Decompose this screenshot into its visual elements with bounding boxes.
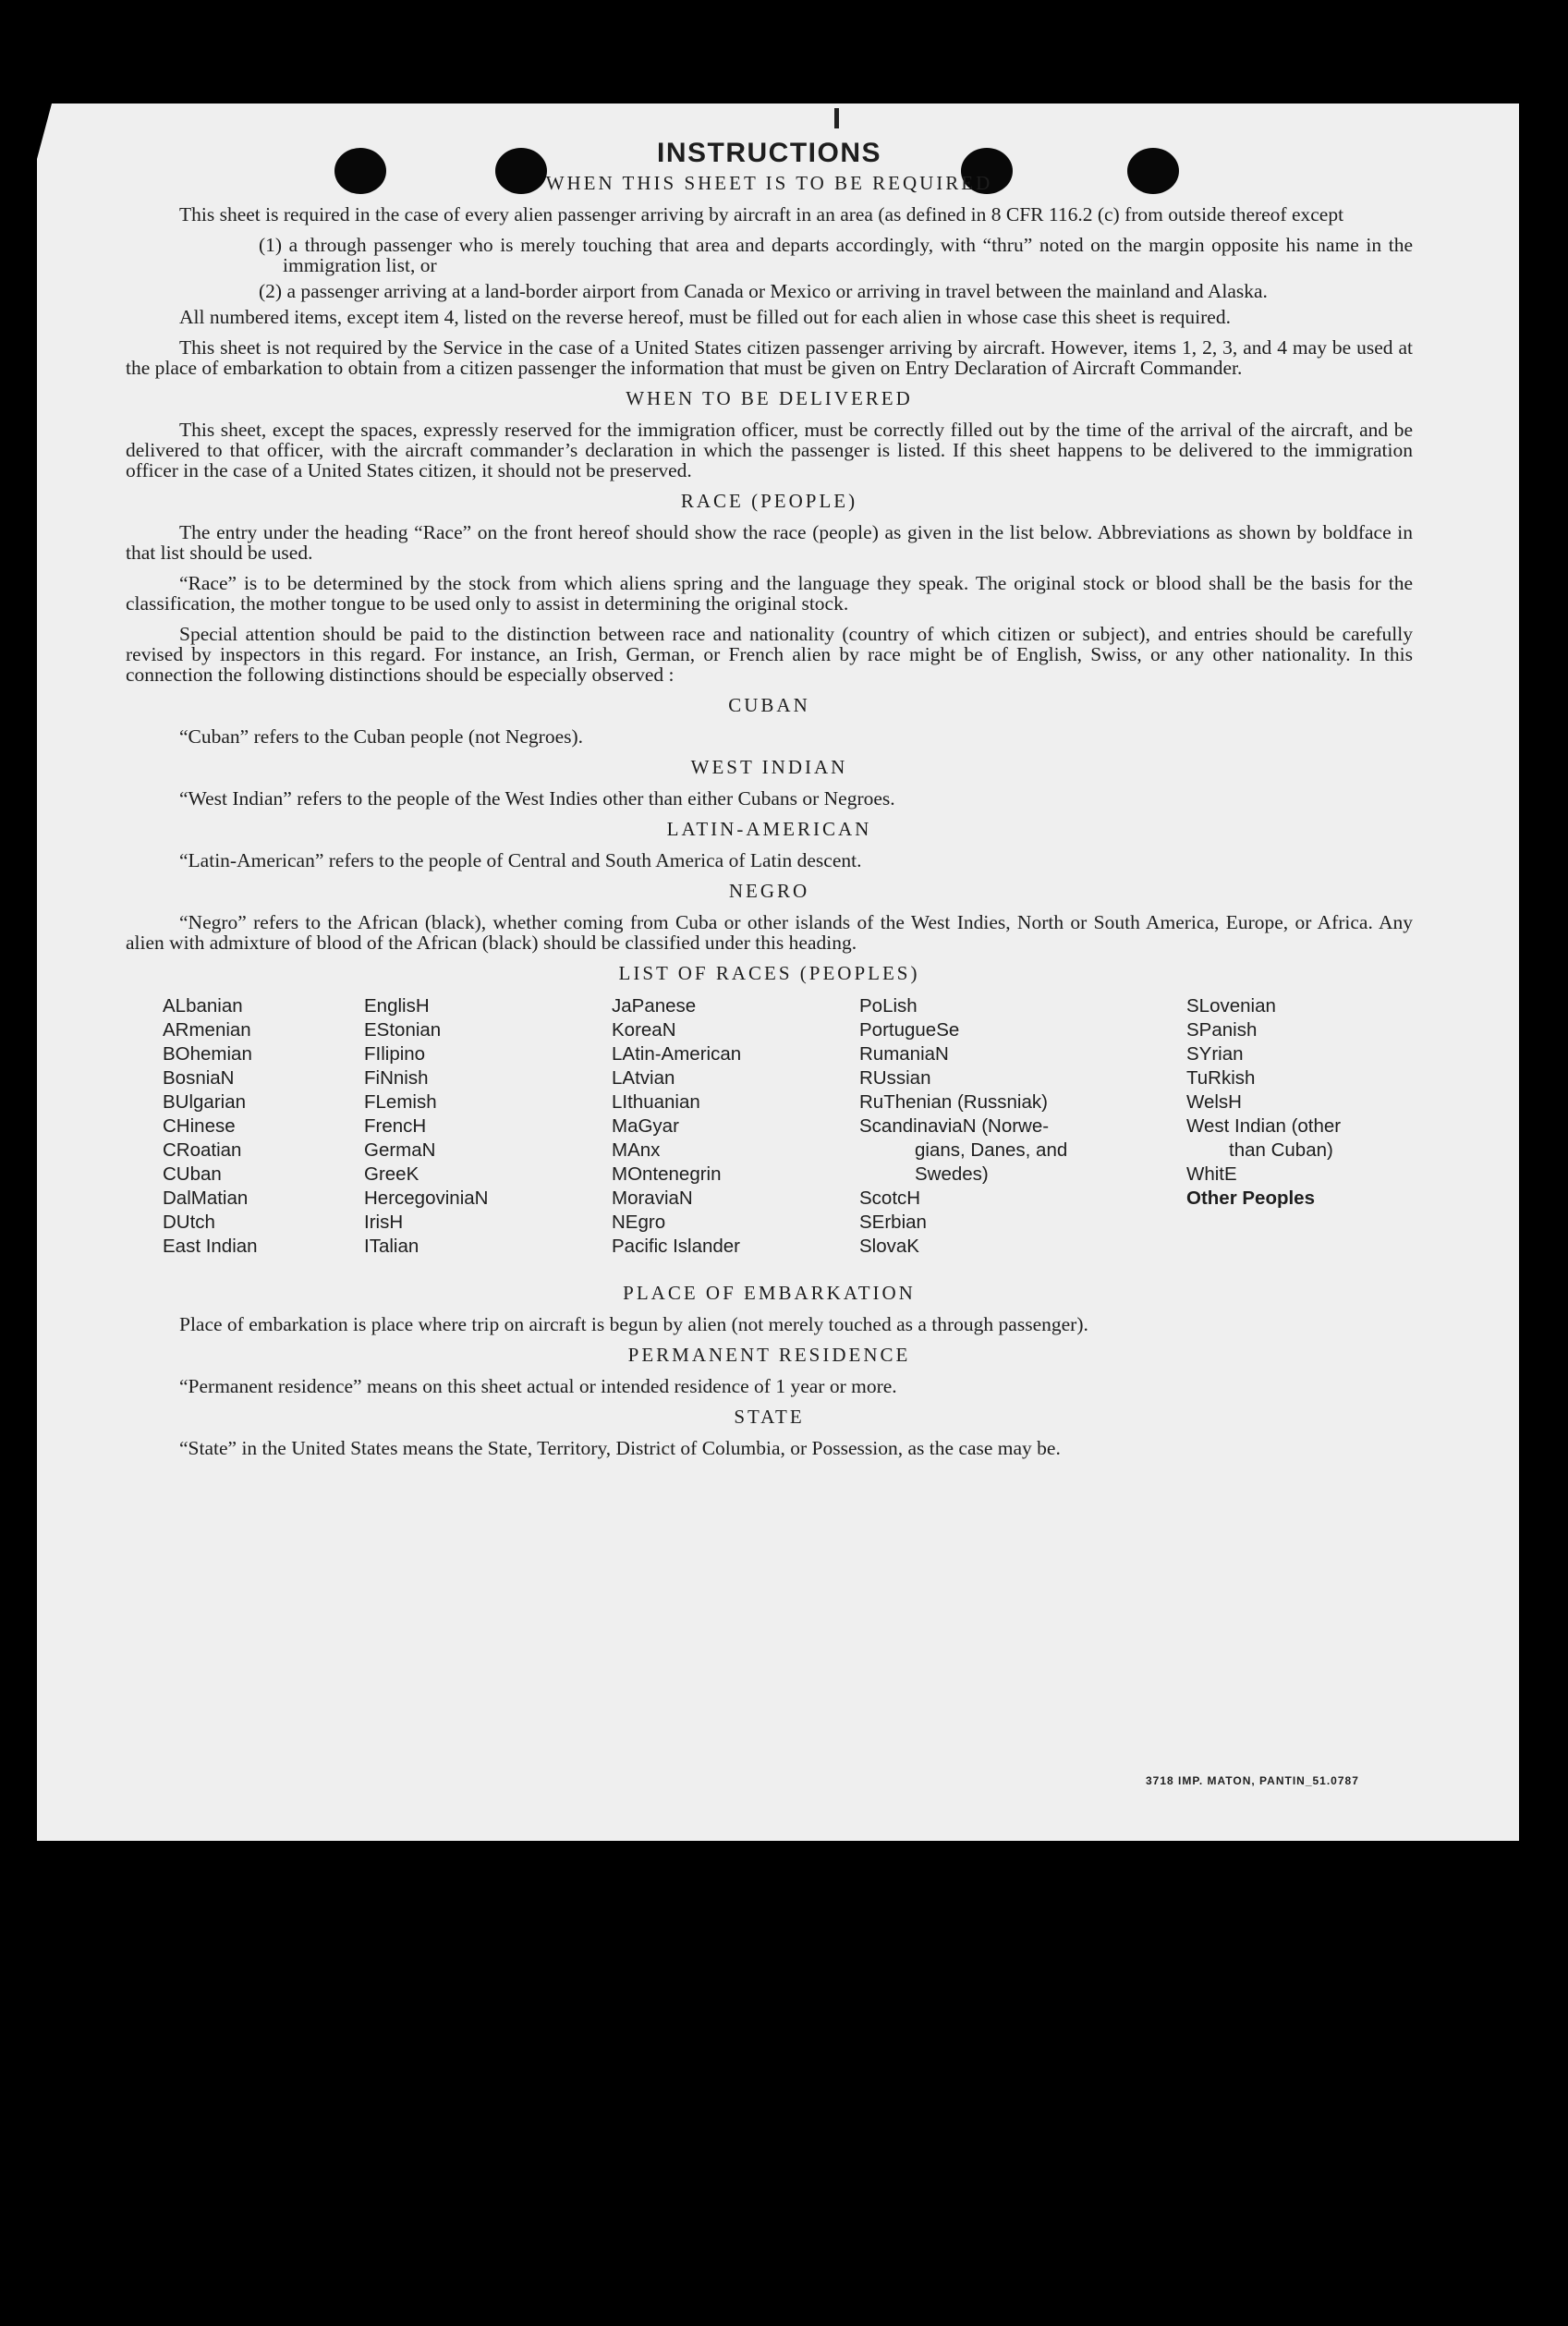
race-entry: SErbian: [859, 1212, 927, 1233]
race-entry: ScotcH: [859, 1187, 921, 1209]
race-entry: CRoatian: [163, 1139, 242, 1161]
race-entry: BOhemian: [163, 1043, 252, 1065]
race-entry: FrencH: [364, 1115, 427, 1137]
race-entry: LAtvian: [612, 1067, 675, 1089]
race-entry: East Indian: [163, 1236, 258, 1257]
printer-mark: 3718 IMP. MATON, PANTIN_51.0787: [1146, 1774, 1359, 1787]
race-entry: DalMatian: [163, 1187, 249, 1209]
race-column: [1186, 994, 1341, 1211]
paragraph: “Cuban” refers to the Cuban people (not Negroes).: [179, 725, 584, 748]
race-entry: PortugueSe: [859, 1019, 960, 1041]
paragraph: Special attention should be paid to the distinction between race and nationality (country of which citizen or subject), and entries should be carefully revised by inspectors in this regard. For instance, an Irish, German, or French alien by race might be of English, Swiss, or any other nationality. In this connection the following distinctions should be especially observed :: [126, 623, 1413, 686]
heading-negro: NEGRO: [728, 880, 810, 902]
heading-required: WHEN THIS SHEET IS TO BE REQUIRED: [545, 172, 993, 194]
paragraph: “Race” is to be determined by the stock from which aliens spring and the language they speak. The original stock or blood shall be the basis for the classification, the mother tongue to be used only to assist in determining the original stock.: [126, 572, 1413, 615]
race-entry: CUban: [163, 1163, 222, 1185]
paragraph: “State” in the United States means the State, Territory, District of Columbia, or Possession, as the case may be.: [179, 1437, 1061, 1459]
paragraph: This sheet, except the spaces, expressly reserved for the immigration officer, must be correctly filled out by the time of the arrival of the aircraft, and be delivered to that officer, with the aircraft commander’s declaration in which the passenger is listed. If this sheet happens to be delivered to the immigration officer in the case of a United States citizen, it should not be preserved.: [126, 419, 1413, 481]
race-entry: PoLish: [859, 995, 918, 1017]
race-column: [163, 994, 258, 1259]
race-entry: ARmenian: [163, 1019, 251, 1041]
race-entry: MOntenegrin: [612, 1163, 722, 1185]
race-entry: ALbanian: [163, 995, 243, 1017]
race-entry: IrisH: [364, 1212, 404, 1233]
paragraph: “West Indian” refers to the people of the West Indies other than either Cubans or Negroes.: [179, 787, 895, 810]
race-entry: gians, Danes, and: [915, 1139, 1068, 1161]
race-entry: ScandinaviaN (Norwe-: [859, 1115, 1050, 1137]
race-entry: FIlipino: [364, 1043, 426, 1065]
page-title: INSTRUCTIONS: [657, 138, 881, 168]
race-entry: LIthuanian: [612, 1091, 700, 1113]
race-entry: BosniaN: [163, 1067, 235, 1089]
heading-list-of-races: LIST OF RACES (PEOPLES): [618, 962, 920, 984]
race-entry: EnglisH: [364, 995, 430, 1017]
race-entry: LAtin-American: [612, 1043, 742, 1065]
race-column: [612, 994, 741, 1259]
race-entry: WelsH: [1186, 1091, 1242, 1113]
race-entry: DUtch: [163, 1212, 215, 1233]
race-entry: KoreaN: [612, 1019, 676, 1041]
ink-mark: [834, 108, 839, 128]
heading-state: STATE: [734, 1406, 805, 1428]
race-entry: MAnx: [612, 1139, 661, 1161]
race-entry: MaGyar: [612, 1115, 679, 1137]
race-entry: SYrian: [1186, 1043, 1244, 1065]
paragraph: Place of embarkation is place where trip on aircraft is begun by alien (not merely touched as a through passenger).: [179, 1313, 1088, 1335]
list-item: (1) a through passenger who is merely touching that area and departs accordingly, with “thru” noted on the margin opposite his name in the immigration list, or: [259, 234, 1413, 276]
race-entry: Other Peoples: [1186, 1187, 1315, 1209]
race-entry: NEgro: [612, 1212, 666, 1233]
heading-latin-american: LATIN-AMERICAN: [666, 818, 872, 840]
race-entry: WhitE: [1186, 1163, 1237, 1185]
race-entry: GermaN: [364, 1139, 436, 1161]
race-entry: RuThenian (Russniak): [859, 1091, 1048, 1113]
race-entry: SLovenian: [1186, 995, 1276, 1017]
paragraph: This sheet is required in the case of every alien passenger arriving by aircraft in an area (as defined in 8 CFR 116.2 (c) from outside thereof except: [179, 203, 1344, 225]
heading-cuban: CUBAN: [728, 694, 810, 716]
race-entry: FiNnish: [364, 1067, 429, 1089]
race-entry: RUssian: [859, 1067, 931, 1089]
paragraph: “Permanent residence” means on this sheet actual or intended residence of 1 year or more.: [179, 1375, 897, 1397]
race-entry: RumaniaN: [859, 1043, 949, 1065]
paragraph: All numbered items, except item 4, listed on the reverse hereof, must be filled out for each alien in whose case this sheet is required.: [179, 306, 1231, 328]
race-entry: ITalian: [364, 1236, 419, 1257]
race-entry: Pacific Islander: [612, 1236, 741, 1257]
race-entry: Swedes): [915, 1163, 989, 1185]
race-entry: EStonian: [364, 1019, 442, 1041]
race-entry: FLemish: [364, 1091, 437, 1113]
heading-residence: PERMANENT RESIDENCE: [627, 1344, 911, 1366]
heading-delivered: WHEN TO BE DELIVERED: [626, 387, 913, 409]
race-entry: than Cuban): [1229, 1139, 1333, 1161]
races-table: [126, 994, 1413, 1273]
race-entry: HercegoviniaN: [364, 1187, 489, 1209]
race-entry: TuRkish: [1186, 1067, 1256, 1089]
race-column: [364, 994, 488, 1259]
paragraph: “Negro” refers to the African (black), whether coming from Cuba or other islands of the West Indies, North or South America, Europe, or Africa. Any alien with admixture of blood of the African (black) should be classified under this heading.: [126, 911, 1413, 954]
race-entry: JaPanese: [612, 995, 697, 1017]
race-entry: SlovaK: [859, 1236, 919, 1257]
paragraph: The entry under the heading “Race” on the front hereof should show the race (people) as given in the list below. Abbreviations as shown by boldface in that list should be used.: [126, 521, 1413, 564]
race-entry: SPanish: [1186, 1019, 1258, 1041]
heading-race: RACE (PEOPLE): [680, 490, 858, 512]
race-entry: West Indian (other: [1186, 1115, 1342, 1137]
paragraph: “Latin-American” refers to the people of Central and South America of Latin descent.: [179, 849, 862, 871]
heading-embarkation: PLACE OF EMBARKATION: [623, 1282, 916, 1304]
race-entry: MoraviaN: [612, 1187, 693, 1209]
torn-corner: [37, 104, 52, 159]
race-entry: CHinese: [163, 1115, 236, 1137]
paragraph: This sheet is not required by the Service in the case of a United States citizen passenger arriving by aircraft. However, items 1, 2, 3, and 4 may be used at the place of embarkation to obtain from a citizen passenger the information that must be given on Entry Declaration of Aircraft Commander.: [126, 336, 1413, 379]
race-entry: GreeK: [364, 1163, 419, 1185]
race-entry: BUlgarian: [163, 1091, 247, 1113]
list-item: (2) a passenger arriving at a land-border airport from Canada or Mexico or arriving in travel between the mainland and Alaska.: [259, 280, 1268, 302]
race-column: [859, 994, 1067, 1259]
heading-west-indian: WEST INDIAN: [690, 756, 848, 778]
instructions-text: [126, 138, 1413, 1468]
